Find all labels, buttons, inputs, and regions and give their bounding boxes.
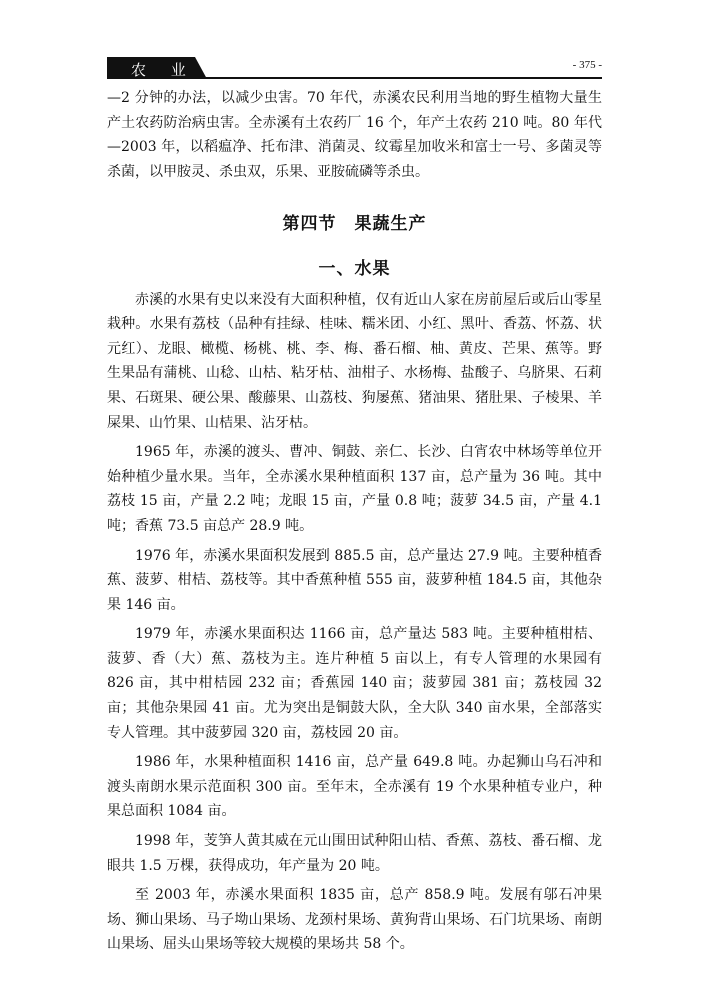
page-body: [107, 86, 602, 962]
running-header: [107, 57, 602, 79]
paragraph: 1965 年，赤溪的渡头、曹冲、铜鼓、亲仁、长沙、白宵农中林场等单位开始种植少量水果。当年，全赤溪水果种植面积 137 亩，总产量为 36 吨。其中荔枝 15 亩，产量 2.2 吨；龙眼 15 亩，产量 0.8 吨；菠萝 34.5 亩，产量 4.1 吨；香蕉 73.5 亩总产 28.9 吨。: [107, 444, 602, 534]
paragraph: 1976 年，赤溪水果面积发展到 885.5 亩，总产量达 27.9 吨。主要种植香蕉、菠萝、柑桔、荔枝等。其中香蕉种植 555 亩，菠萝种植 184.5 亩，其他杂果 146 亩。: [107, 547, 602, 613]
paragraph: 赤溪的水果有史以来没有大面积种植，仅有近山人家在房前屋后或后山零星栽种。水果有荔枝（品种有挂绿、桂味、糯米团、小红、黑叶、香荔、怀荔、状元红）、龙眼、橄榄、杨桃、桃、李、梅、番石榴、柚、黄皮、芒果、蕉等。野生果品有蒲桃、山稔、山枯、粘牙枯、油柑子、水杨梅、盐酸子、乌脐果、石莉果、石斑果、硬公果、酸藤果、山荔枝、狗屡蕉、猪油果、猪肚果、子棱果、羊屎果、山竹果、山桔果、沾牙枯。: [107, 291, 602, 431]
paragraph: 至 2003 年，赤溪水果面积 1835 亩，总产 858.9 吨。发展有邬石冲果场、狮山果场、马子坳山果场、龙颈村果场、黄狗背山果场、石门坑果场、南朗山果场、屈头山果场等较大规模的果场共 58 个。: [107, 887, 602, 953]
paragraph: 1986 年，水果种植面积 1416 亩，总产量 649.8 吨。办起狮山乌石冲和渡头南朗水果示范面积 300 亩。至年末，全赤溪有 19 个水果种植专业户，种果总面积 1084 亩。: [107, 754, 602, 820]
header-rule: [203, 77, 602, 79]
paragraph: 1998 年，芰笋人黄其威在元山围田试种阳山桔、香蕉、荔枝、番石榴、龙眼共 1.5 万棵，获得成功，年产量为 20 吨。: [107, 833, 602, 874]
intro-paragraph: —2 分钟的办法，以减少虫害。70 年代，赤溪农民利用当地的野生植物大量生产土农药防治病虫害。全赤溪有土农药厂 16 个，年产土农药 210 吨。80 年代—2003 年，以稻瘟净、托布津、消菌灵、纹霉星加收米和富士一号、多菌灵等杀菌，以甲胺灵、杀虫双，乐果、亚胺硫磷等杀虫。: [107, 90, 602, 180]
section-title: 第四节 果蔬生产: [282, 214, 427, 235]
subsection-title: 一、水果: [318, 258, 391, 279]
paragraph: 1979 年，赤溪水果面积达 1166 亩，总产量达 583 吨。主要种植柑桔、菠萝、香（大）蕉、荔枝为主。连片种植 5 亩以上，有专人管理的水果园有 826 亩，其中柑桔园 232 亩；香蕉园 140 亩；菠萝园 381 亩；荔枝园 32 亩；其他杂果园 41 亩。尤为突出是铜鼓大队，全大队 340 亩水果，全部落实专人管理。其中菠萝园 320 亩，荔枝园 20 亩。: [107, 626, 602, 741]
chapter-label: 农 业: [131, 61, 196, 79]
page-number: - 375 -: [572, 59, 602, 71]
